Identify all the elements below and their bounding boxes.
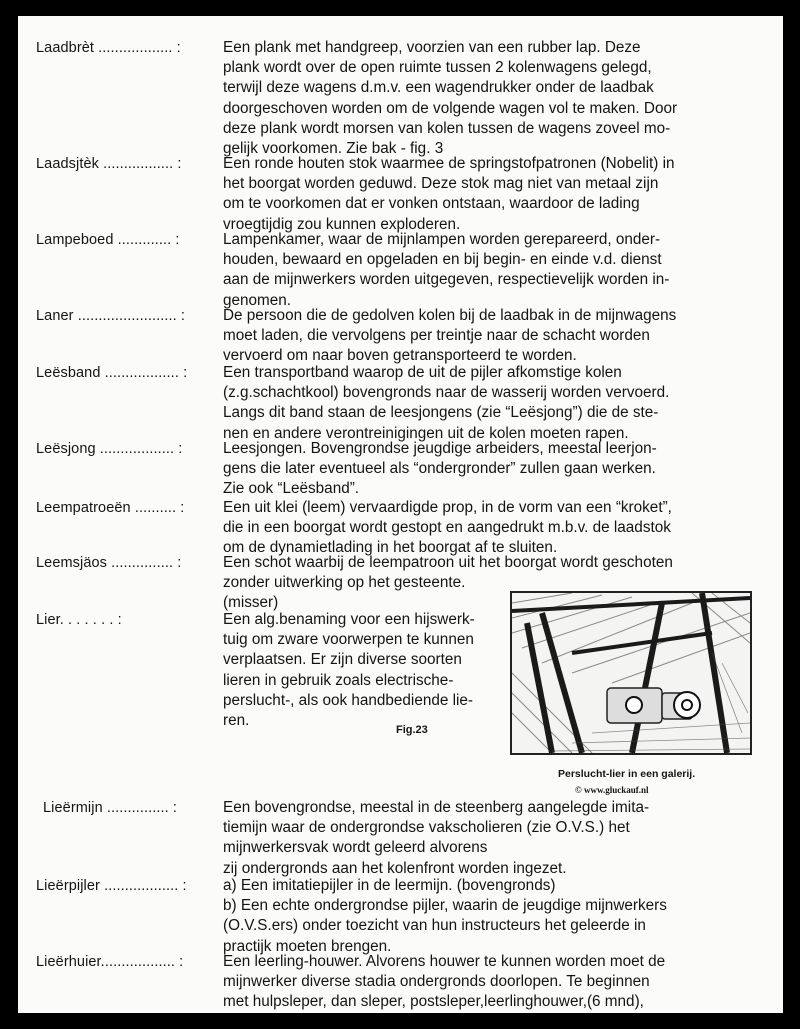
definition-line: Een leerling-houwer. Alvorens houwer te kunnen worden moet de: [223, 953, 666, 970]
definition-line: perslucht-, als ook handbediende lie-: [223, 691, 474, 709]
term: Laadsjtèk ................. :: [36, 156, 182, 172]
definition: [223, 876, 667, 957]
definition: [223, 439, 657, 500]
definition-line: Leesjongen. Bovengrondse jeugdige arbeiders, meestal leerjon-: [223, 440, 657, 457]
definition-line: zij ondergronds aan het kolenfront worden ingezet.: [223, 859, 567, 877]
definition-line: Langs dit band staan de leesjongens (zie “Leësjong”) die de ste-: [223, 404, 659, 422]
definition: [223, 363, 669, 444]
definition-line: (misser): [223, 594, 279, 612]
definition-line: verplaatsen. Er zijn diverse soorten: [223, 651, 462, 669]
definition-line: het boorgat worden geduwd. Deze stok mag niet van metaal zijn: [223, 175, 659, 193]
definition: [223, 952, 665, 1013]
definition: [223, 230, 669, 311]
definition-line: doorgeschoven worden om de volgende wagen vol te maken. Door: [223, 99, 678, 117]
definition-line: ren.: [223, 712, 250, 730]
term: Lieërhuier.................. :: [36, 954, 184, 970]
definition-line: genomen.: [223, 291, 292, 309]
term: Lieërmijn ............... :: [43, 800, 178, 816]
figure-label: Fig.23: [396, 724, 428, 736]
definition-line: Een plank met handgreep, voorzien van een rubber lap. Deze: [223, 39, 641, 56]
term: Laadbrèt .................. :: [36, 40, 181, 56]
winch-illustration: [512, 593, 750, 753]
definition-line: die in een boorgat wordt gestopt en aangedrukt m.b.v. de laadstok: [223, 519, 671, 537]
definition-line: terwijl deze wagens d.m.v. een wagendrukker onder de laadbak: [223, 79, 654, 97]
definition-line: Een schot waarbij de leempatroon uit het boorgat wordt geschoten: [223, 554, 673, 571]
definition-line: De persoon die de gedolven kolen bij de laadbak in de mijnwagens: [223, 307, 677, 324]
definition-line: Een uit klei (leem) vervaardigde prop, in de vorm van een “kroket”,: [223, 499, 672, 516]
definition-line: gens die later eventueel als “ondergronder” zullen gaan werken.: [223, 460, 656, 478]
definition-line: om de dynamietlading in het boorgat af te sluiten.: [223, 539, 558, 557]
definition-line: mijnwerkersvak wordt geleerd alvorens: [223, 839, 488, 857]
term: Lieërpijler .................. :: [36, 878, 187, 894]
definition-line: deze plank wordt morsen van kolen tussen de wagens zoveel mo-: [223, 119, 671, 137]
definition-line: vroegtijdig zou kunnen exploderen.: [223, 215, 461, 233]
term: Lampeboed ............. :: [36, 232, 180, 248]
definition-line: (z.g.schachtkool) bovengronds naar de wasserij worden vervoerd.: [223, 384, 670, 402]
definition-line: Een transportband waarop de uit de pijler afkomstige kolen: [223, 364, 622, 381]
definition-line: nen en andere verontreinigingen uit de kolen moeten rapen.: [223, 424, 629, 442]
definition-line: houden, bewaard en opgeladen en bij begin- en einde v.d. dienst: [223, 251, 662, 269]
term: Leempatroeën .......... :: [36, 500, 185, 516]
definition-line: zonder uitwerking op het gesteente.: [223, 574, 466, 592]
definition-line: a) Een imitatiepijler in de leermijn. (bovengronds): [223, 877, 556, 894]
definition: [223, 306, 676, 367]
definition-line: aan de mijnwerkers worden uitgegeven, respectievelijk worden in-: [223, 271, 670, 289]
definition-line: met hulpsleper, dan sleper, postsleper,leerlinghouwer,(6 mnd),: [223, 993, 644, 1011]
definition-line: mijnwerker diverse stadia ondergronds doorlopen. Te beginnen: [223, 973, 650, 991]
definition-line: lieren in gebruik zoals electrische-: [223, 671, 454, 689]
definition-line: b) Een echte ondergrondse pijler, waarin de jeugdige mijnwerkers: [223, 897, 667, 915]
figure-caption: Perslucht-lier in een galerij.: [558, 768, 696, 780]
definition-line: Een bovengrondse, meestal in de steenberg aangelegde imita-: [223, 799, 650, 816]
definition-line: Een ronde houten stok waarmee de springstofpatronen (Nobelit) in: [223, 155, 675, 172]
winch-photo: [510, 591, 752, 755]
definition-line: tiemijn waar de ondergrondse vakscholieren (zie O.V.S.) het: [223, 819, 630, 837]
definition-line: plank wordt over de open ruimte tussen 2 kolenwagens gelegd,: [223, 59, 652, 77]
definition-line: Zie ook “Leësband”.: [223, 480, 360, 498]
document-page: [18, 16, 783, 1013]
definition: [223, 798, 649, 879]
definition: [223, 498, 672, 559]
definition-line: Lampenkamer, waar de mijnlampen worden gerepareerd, onder-: [223, 231, 661, 248]
definition-line: practijk moeten brengen.: [223, 937, 392, 955]
definition-line: om te voorkomen dat er vonken ontstaan, waardoor de lading: [223, 195, 640, 213]
definition-line: (O.V.S.ers) onder toezicht van hun instructeurs het geleerde in: [223, 917, 646, 935]
definition: [223, 38, 677, 159]
term: Leësjong .................. :: [36, 441, 183, 457]
definition: [223, 610, 475, 731]
definition-line: tuig om zware voorwerpen te kunnen: [223, 631, 474, 649]
term: Leësband .................. :: [36, 365, 188, 381]
term: Leemsjäos ............... :: [36, 555, 182, 571]
definition-line: gelijk voorkomen. Zie bak - fig. 3: [223, 140, 444, 158]
definition-line: Een alg.benaming voor een hijswerk-: [223, 611, 475, 628]
definition-line: vervoerd om naar boven getransporteerd te worden.: [223, 347, 577, 365]
figure-credit: © www.gluckauf.nl: [575, 785, 649, 795]
definition: [223, 154, 675, 235]
definition-line: moet laden, die vervolgens per treintje naar de schacht worden: [223, 327, 650, 345]
term: Lier. . . . . . . :: [36, 612, 122, 628]
term: Laner ........................ :: [36, 308, 186, 324]
